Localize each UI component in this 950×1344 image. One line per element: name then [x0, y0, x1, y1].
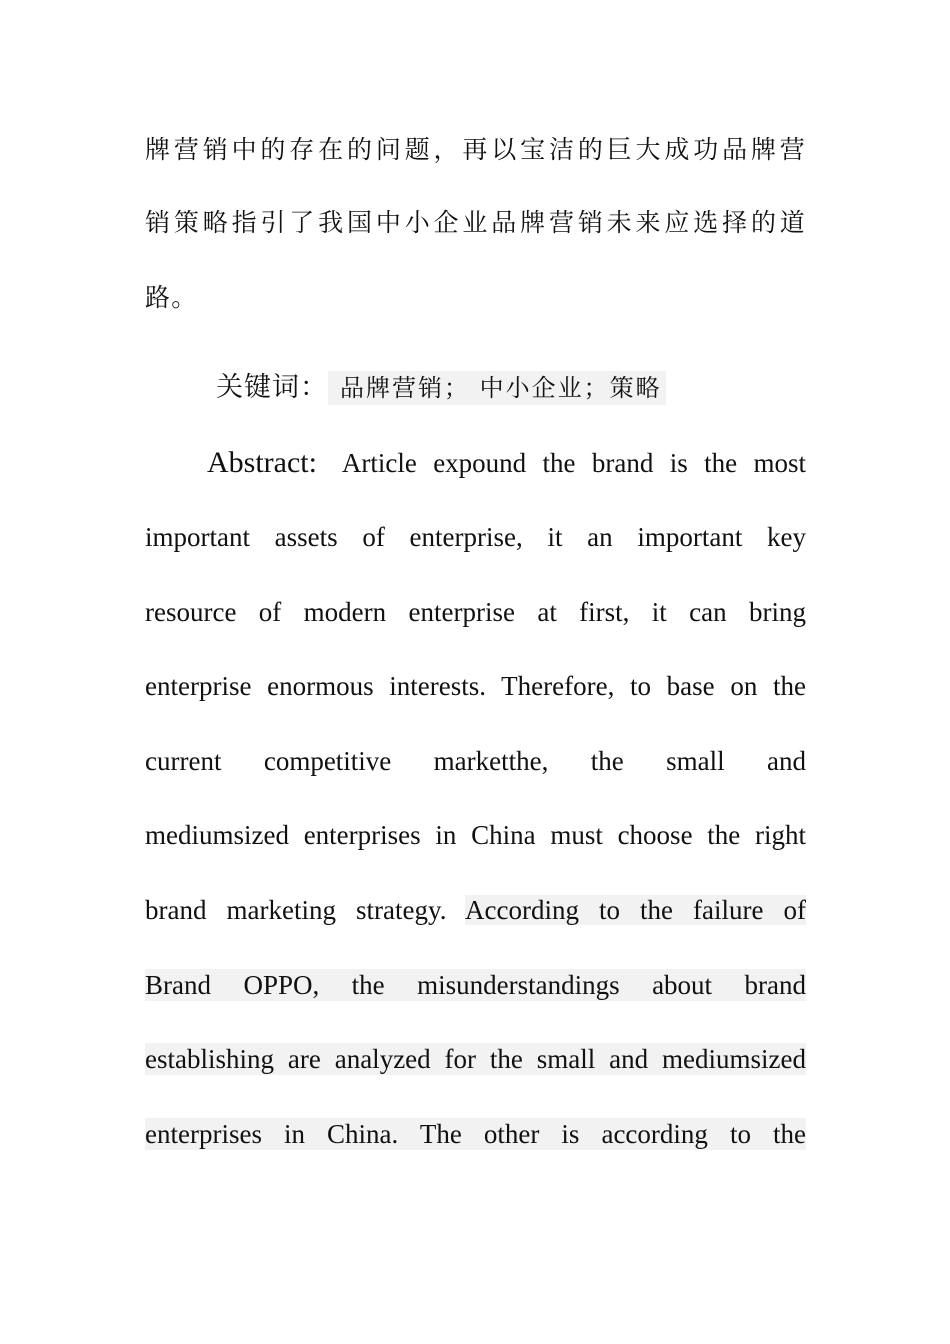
- abstract-label: Abstract:: [207, 446, 317, 479]
- abstract-line-1-text: Article expound the brand is the most: [341, 448, 806, 478]
- abstract-line-7-highlight: According to the failure of: [465, 895, 807, 925]
- keywords-row: [216, 371, 666, 405]
- abstract-line-8: Brand OPPO, the misunderstandings about brand: [145, 970, 806, 1000]
- keywords-values: 品牌营销； 中小企业；策略: [328, 371, 666, 405]
- abstract-line-5: current competitive marketthe, the small and: [145, 746, 806, 776]
- chinese-paragraph-line-2: 销策略指引了我国中小企业品牌营销未来应选择的道: [145, 208, 806, 237]
- chinese-paragraph-line-3: 路。: [145, 283, 198, 312]
- abstract-line-10: enterprises in China. The other is according to the: [145, 1119, 806, 1149]
- abstract-line-1: [207, 447, 806, 479]
- abstract-line-4: enterprise enormous interests. Therefore, to base on the: [145, 671, 806, 701]
- chinese-paragraph-line-1: 牌营销中的存在的问题，再以宝洁的巨大成功品牌营: [145, 135, 806, 164]
- abstract-line-6: mediumsized enterprises in China must choose the right: [145, 820, 806, 850]
- abstract-line-2: important assets of enterprise, it an important key: [145, 522, 806, 552]
- keywords-label: 关键词：: [216, 372, 328, 403]
- abstract-line-3: resource of modern enterprise at first, it can bring: [145, 597, 806, 627]
- abstract-line-9: establishing are analyzed for the small and mediumsized: [145, 1044, 806, 1074]
- abstract-line-7: [145, 894, 806, 926]
- abstract-line-7-plain: brand marketing strategy.: [145, 895, 447, 925]
